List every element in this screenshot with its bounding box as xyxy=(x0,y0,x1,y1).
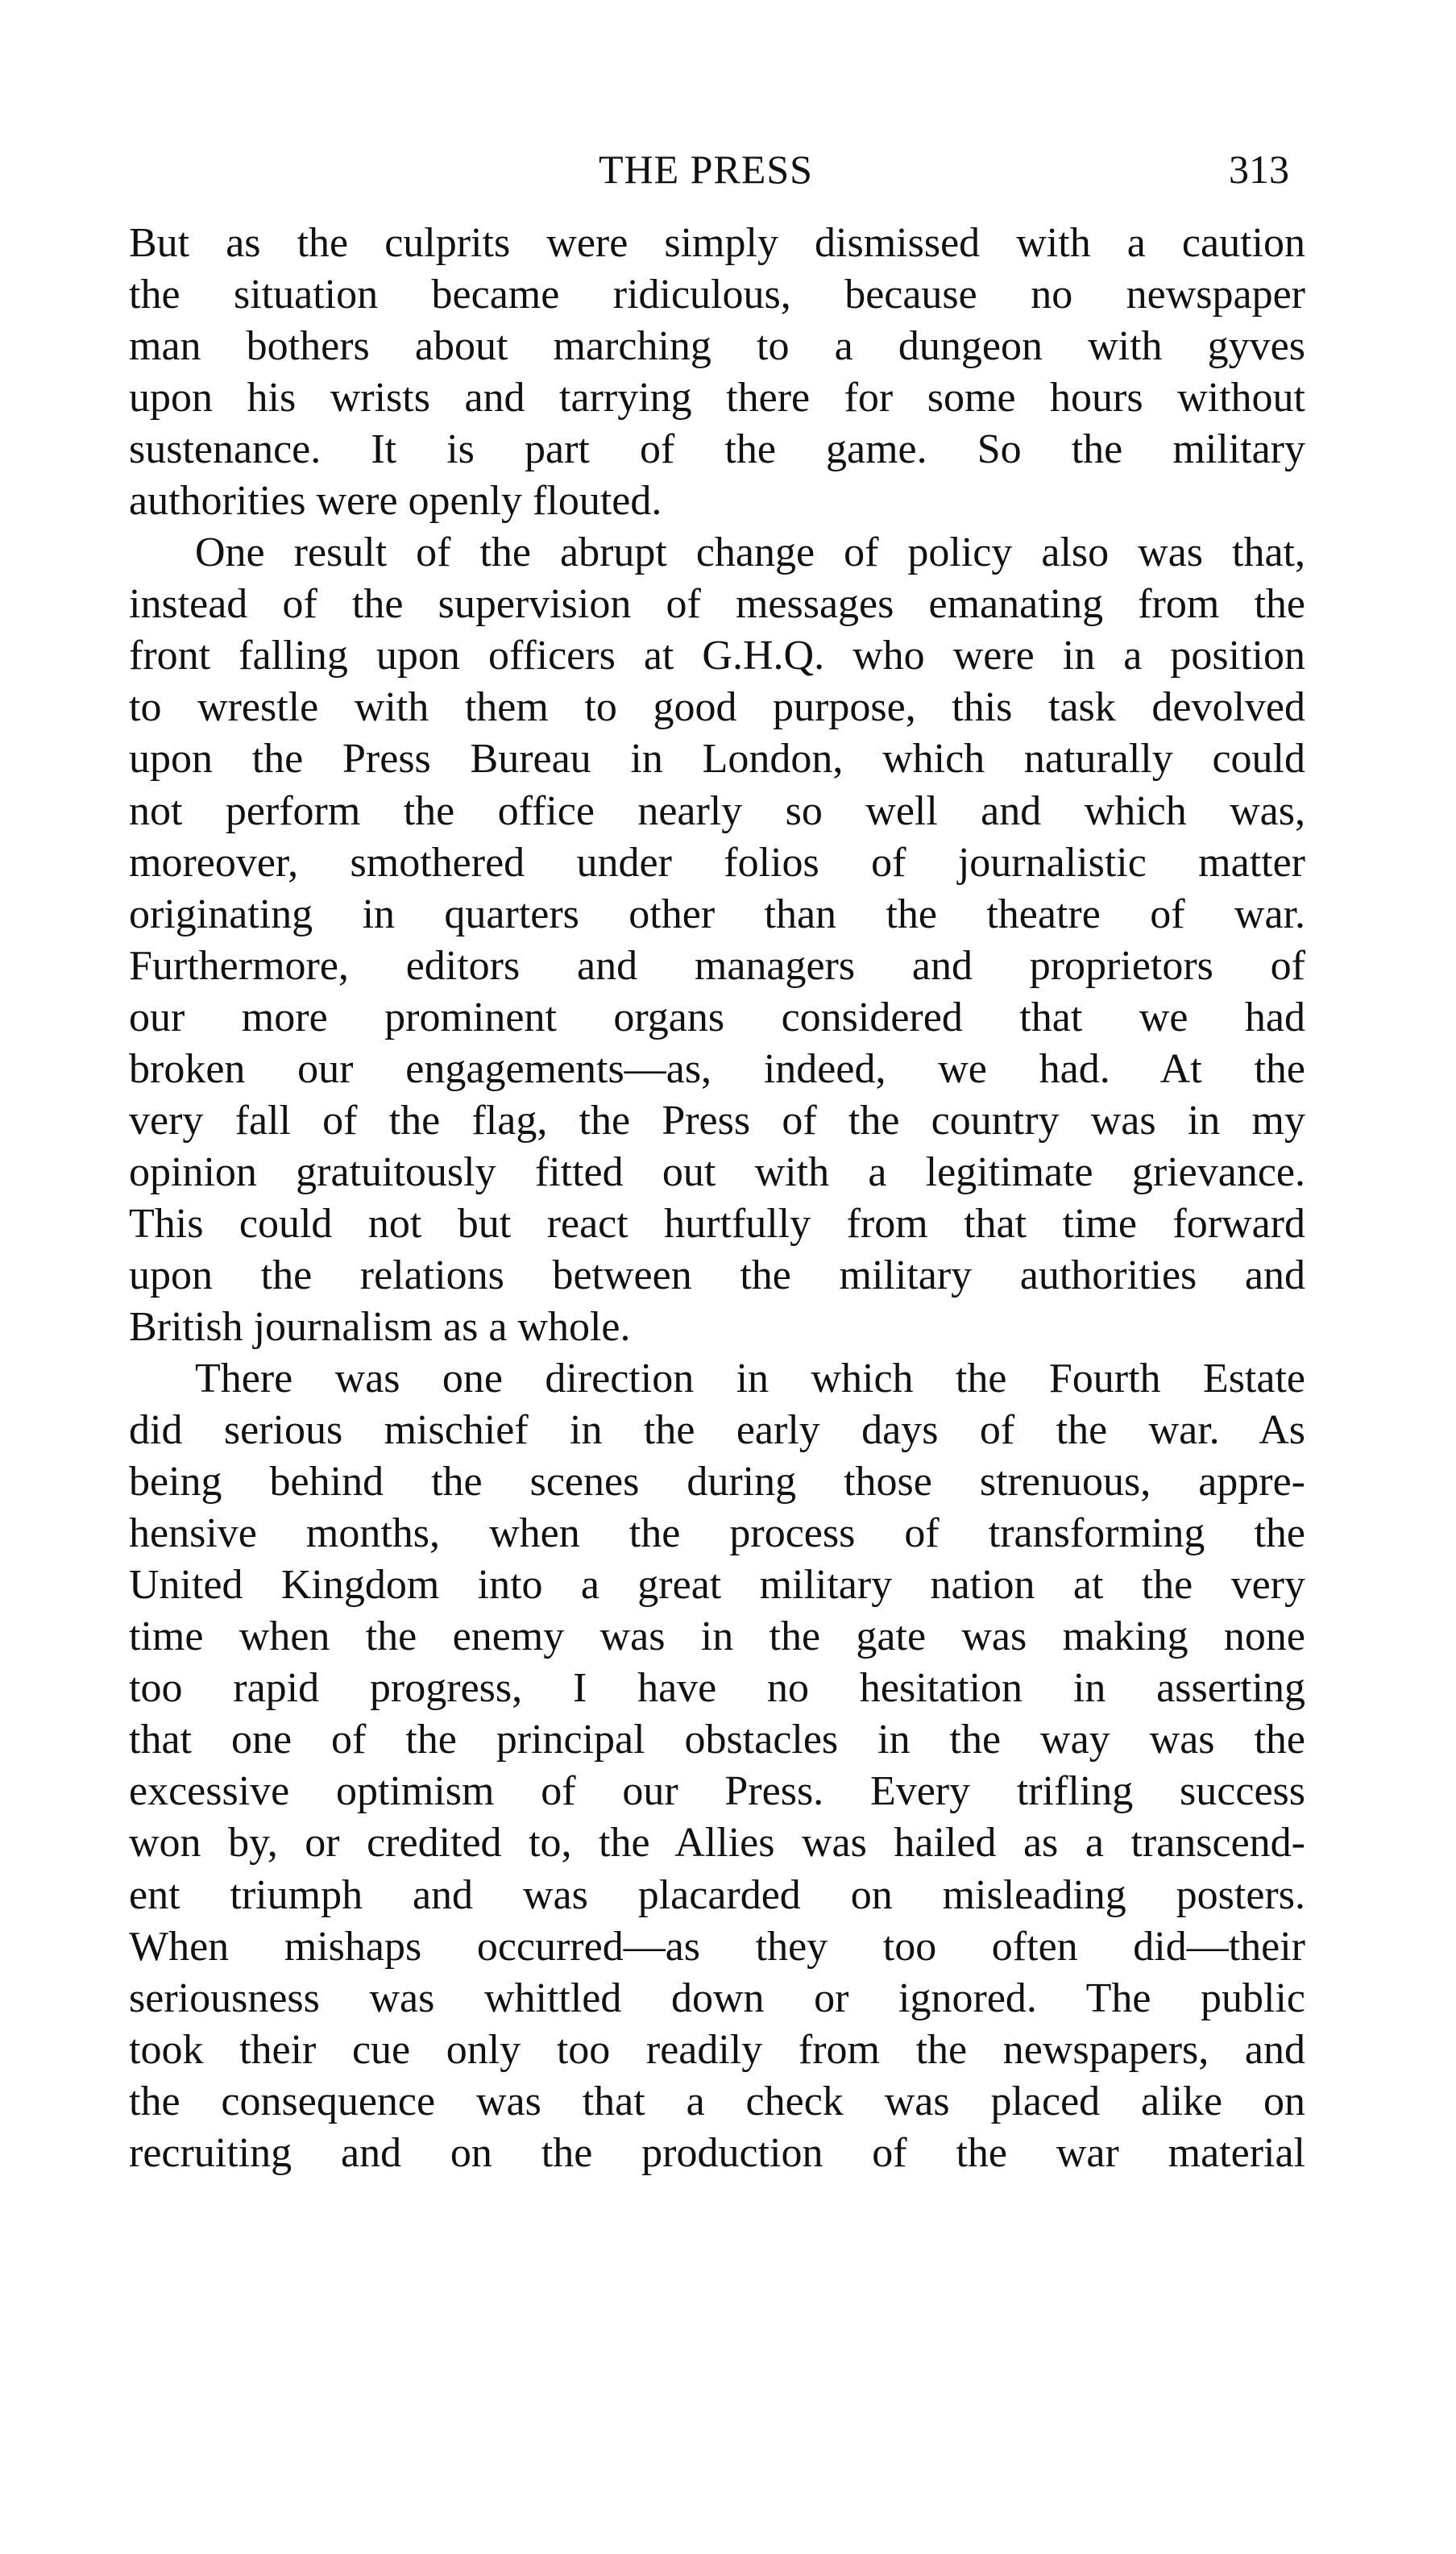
text-line: recruiting and on the production of the war material xyxy=(129,2129,1305,2176)
text-line: British journalism as a whole. xyxy=(129,1303,631,1350)
text-line: the situation became ridiculous, because no newspaper xyxy=(129,272,1305,318)
text-line: moreover, smothered under folios of journalistic matter xyxy=(129,839,1305,886)
paragraph xyxy=(129,1353,1305,2179)
text-line: not perform the office nearly so well and which was, xyxy=(129,787,1305,834)
text-line: that one of the principal obstacles in the way was the xyxy=(129,1717,1305,1763)
text-line: upon the Press Bureau in London, which naturally could xyxy=(129,736,1305,783)
text-line: broken our engagements—as, indeed, we had. At the xyxy=(129,1045,1305,1092)
text-line: front falling upon officers at G.H.Q. who were in a position xyxy=(129,633,1305,679)
text-line: took their cue only too readily from the newspapers, and xyxy=(129,2026,1305,2073)
text-line: Furthermore, editors and managers and proprietors of xyxy=(129,942,1305,989)
body-text xyxy=(129,218,1305,2179)
text-line: One result of the abrupt change of policy also was that, xyxy=(195,529,1305,576)
text-line: authorities were openly flouted. xyxy=(129,478,662,525)
text-line: the consequence was that a check was placed alike on xyxy=(129,2078,1305,2124)
paragraph xyxy=(129,527,1305,1353)
text-line: time when the enemy was in the gate was making none xyxy=(129,1613,1305,1660)
text-line: ent triumph and was placarded on misleading posters. xyxy=(129,1871,1305,1918)
text-line: hensive months, when the process of transforming the xyxy=(129,1510,1305,1557)
text-line: United Kingdom into a great military nation at the very xyxy=(129,1562,1305,1609)
paragraph xyxy=(129,218,1305,527)
text-line: upon his wrists and tarrying there for some hours without xyxy=(129,375,1305,422)
text-line: instead of the supervision of messages emanating from the xyxy=(129,581,1305,628)
text-line: sustenance. It is part of the game. So the military xyxy=(129,426,1305,473)
text-line: There was one direction in which the Fourth Estate xyxy=(195,1356,1305,1402)
running-head xyxy=(0,143,1456,195)
text-line: won by, or credited to, the Allies was hailed as a transcend- xyxy=(129,1820,1305,1867)
text-line: When mishaps occurred—as they too often did—their xyxy=(129,1923,1305,1970)
text-line: our more prominent organs considered that we had xyxy=(129,994,1305,1040)
page-number: 313 xyxy=(1229,147,1289,192)
text-line: to wrestle with them to good purpose, this task devolved xyxy=(129,684,1305,731)
text-line: But as the culprits were simply dismissed with a caution xyxy=(129,220,1305,266)
text-line: too rapid progress, I have no hesitation in asserting xyxy=(129,1665,1305,1712)
text-line: very fall of the flag, the Press of the country was in my xyxy=(129,1097,1305,1144)
text-line: seriousness was whittled down or ignored. The public xyxy=(129,1975,1305,2021)
text-line: This could not but react hurtfully from that time forward xyxy=(129,1200,1305,1247)
text-line: being behind the scenes during those strenuous, appre- xyxy=(129,1459,1305,1505)
running-head-title: THE PRESS xyxy=(598,147,813,192)
text-line: upon the relations between the military authorities and xyxy=(129,1252,1305,1298)
text-line: originating in quarters other than the theatre of war. xyxy=(129,891,1305,937)
text-line: opinion gratuitously fitted out with a legitimate grievance. xyxy=(129,1148,1305,1195)
text-line: excessive optimism of our Press. Every trifling success xyxy=(129,1768,1305,1815)
text-line: man bothers about marching to a dungeon with gyves xyxy=(129,323,1305,370)
text-line: did serious mischief in the early days of the war. As xyxy=(129,1407,1305,1454)
